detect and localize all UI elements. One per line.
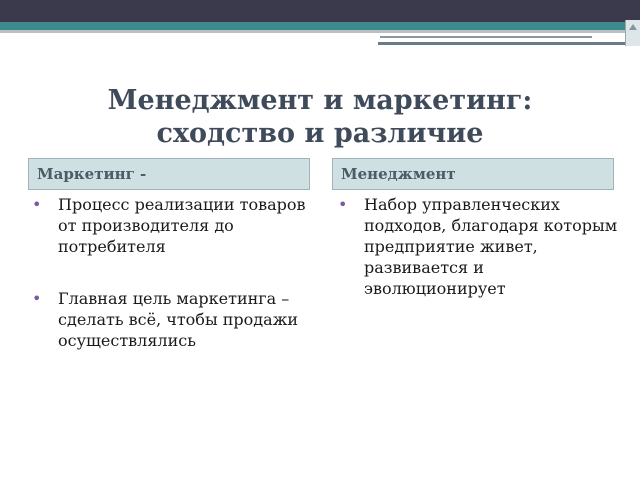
slide-title: [0, 84, 640, 150]
decorative-notch-icon: [629, 24, 637, 30]
management-bullet-list: [336, 194, 621, 299]
list-item-text: Главная цель маркетинга – сделать всё, чтобы продажи осуществлялись: [58, 289, 299, 350]
slide-title-line-1: Менеджмент и маркетинг:: [107, 85, 533, 116]
decorative-line: [380, 36, 592, 38]
bullet-dot-icon: •: [338, 195, 348, 214]
list-item: [30, 194, 315, 257]
top-grey-stripe: [0, 30, 640, 33]
bullet-dot-icon: •: [32, 289, 42, 308]
column-header-management: Менеджмент: [332, 158, 614, 190]
list-item: [30, 288, 315, 351]
column-header-marketing: Маркетинг -: [28, 158, 310, 190]
slide-title-line-2: сходство и различие: [156, 118, 484, 149]
decorative-line: [378, 42, 628, 45]
list-item-text: Процесс реализации товаров от производителя до потребителя: [58, 195, 306, 256]
list-item: [336, 194, 621, 299]
top-teal-stripe: [0, 22, 640, 30]
top-decorative-band: [0, 0, 640, 22]
bullet-dot-icon: •: [32, 195, 42, 214]
list-item-text: Набор управленческих подходов, благодаря которым предприятие живет, развивается и эволюционирует: [364, 195, 618, 298]
marketing-bullet-list: [30, 194, 315, 351]
